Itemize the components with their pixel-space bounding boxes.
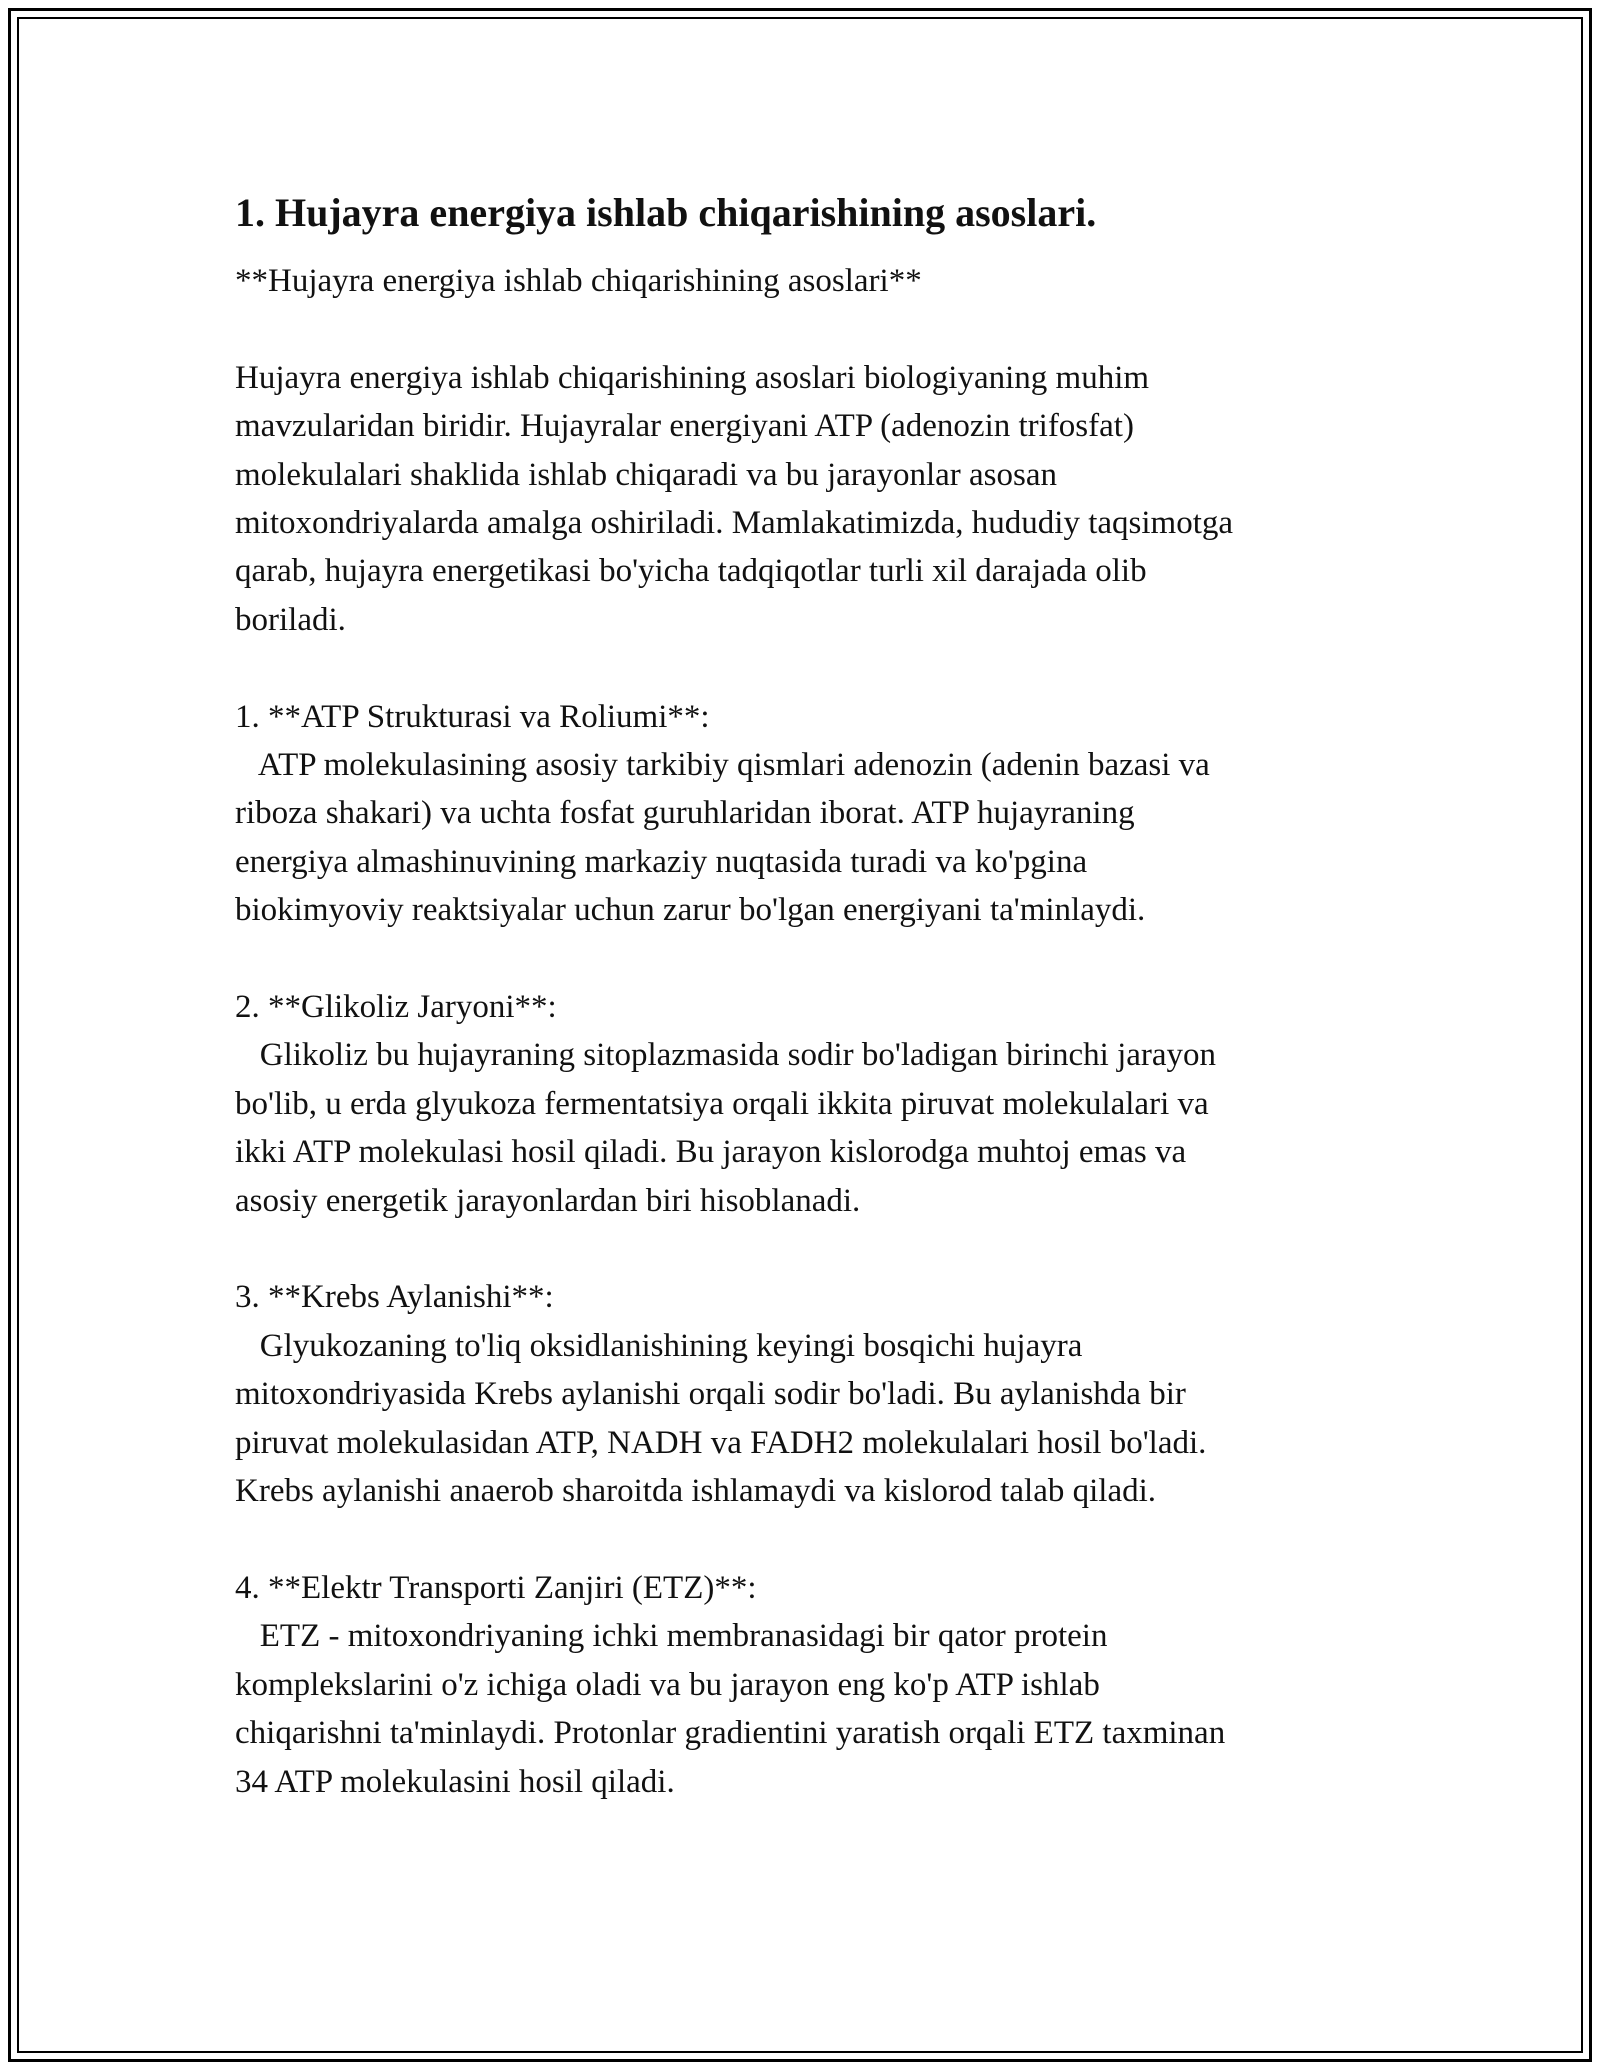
intro-line: mitoxondriyalarda amalga oshiriladi. Mamlakatimizda, hududiy taqsimotga: [235, 505, 1234, 542]
section-line: ATP molekulasining asosiy tarkibiy qismlari adenozin (adenin bazasi va: [235, 747, 1210, 784]
section-line: biokimyoviy reaktsiyalar uchun zarur bo'lgan energiyani ta'minlaydi.: [235, 892, 1146, 929]
section-atp: [235, 693, 1365, 935]
document-body: [235, 185, 1365, 1806]
section-line: chiqarishni ta'minlaydi. Protonlar gradientini yaratish orqali ETZ taxminan: [235, 1715, 1226, 1752]
intro-paragraph: [235, 354, 1365, 644]
intro-line: qarab, hujayra energetikasi bo'yicha tadqiqotlar turli xil darajada olib: [235, 553, 1147, 590]
section-line: mitoxondriyasida Krebs aylanishi orqali sodir bo'ladi. Bu aylanishda bir: [235, 1376, 1186, 1413]
section-line: piruvat molekulasidan ATP, NADH va FADH2 molekulalari hosil bo'ladi.: [235, 1424, 1207, 1461]
intro-line: Hujayra energiya ishlab chiqarishining asoslari biologiyaning muhim: [235, 359, 1150, 396]
section-krebs: [235, 1273, 1365, 1515]
intro-line: boriladi.: [235, 601, 346, 638]
paragraph-gap: [235, 1225, 1365, 1273]
section-glycolysis: [235, 983, 1365, 1225]
paragraph-gap: [235, 305, 1365, 353]
section-line: asosiy energetik jarayonlardan biri hisoblanadi.: [235, 1182, 861, 1219]
document-heading: 1. Hujayra energiya ishlab chiqarishining asoslari.: [235, 190, 1097, 235]
intro-line: molekulalari shaklida ishlab chiqaradi va bu jarayonlar asosan: [235, 456, 1057, 493]
section-title: 3. **Krebs Aylanishi**:: [235, 1279, 554, 1316]
paragraph-gap: [235, 644, 1365, 692]
section-line: energiya almashinuvining markaziy nuqtasida turadi va ko'pgina: [235, 843, 1088, 880]
section-line: Krebs aylanishi anaerob sharoitda ishlamaydi va kislorod talab qiladi.: [235, 1473, 1157, 1510]
section-title: 4. **Elektr Transporti Zanjiri (ETZ)**:: [235, 1569, 757, 1606]
section-etz: [235, 1564, 1365, 1806]
section-line: bo'lib, u erda glyukoza fermentatsiya orqali ikkita piruvat molekulalari va: [235, 1085, 1209, 1122]
section-line: riboza shakari) va uchta fosfat guruhlaridan iborat. ATP hujayraning: [235, 795, 1135, 832]
paragraph-gap: [235, 935, 1365, 983]
section-line: 34 ATP molekulasini hosil qiladi.: [235, 1763, 675, 1800]
section-title: 1. **ATP Strukturasi va Roliumi**:: [235, 698, 710, 735]
section-line: komplekslarini o'z ichiga oladi va bu jarayon eng ko'p ATP ishlab: [235, 1666, 1100, 1703]
section-line: ikki ATP molekulasi hosil qiladi. Bu jarayon kislorodga muhtoj emas va: [235, 1134, 1187, 1171]
section-line: Glikoliz bu hujayraning sitoplazmasida sodir bo'ladigan birinchi jarayon: [235, 1037, 1217, 1074]
intro-line: mavzularidan biridir. Hujayralar energiyani ATP (adenozin trifosfat): [235, 408, 1134, 445]
section-line: Glyukozaning to'liq oksidlanishining keyingi bosqichi hujayra: [235, 1327, 1083, 1364]
document-subtitle: **Hujayra energiya ishlab chiqarishining asoslari**: [235, 263, 922, 299]
section-line: ETZ - mitoxondriyaning ichki membranasidagi bir qator protein: [235, 1618, 1108, 1655]
section-title: 2. **Glikoliz Jaryoni**:: [235, 989, 557, 1026]
paragraph-gap: [235, 1516, 1365, 1564]
